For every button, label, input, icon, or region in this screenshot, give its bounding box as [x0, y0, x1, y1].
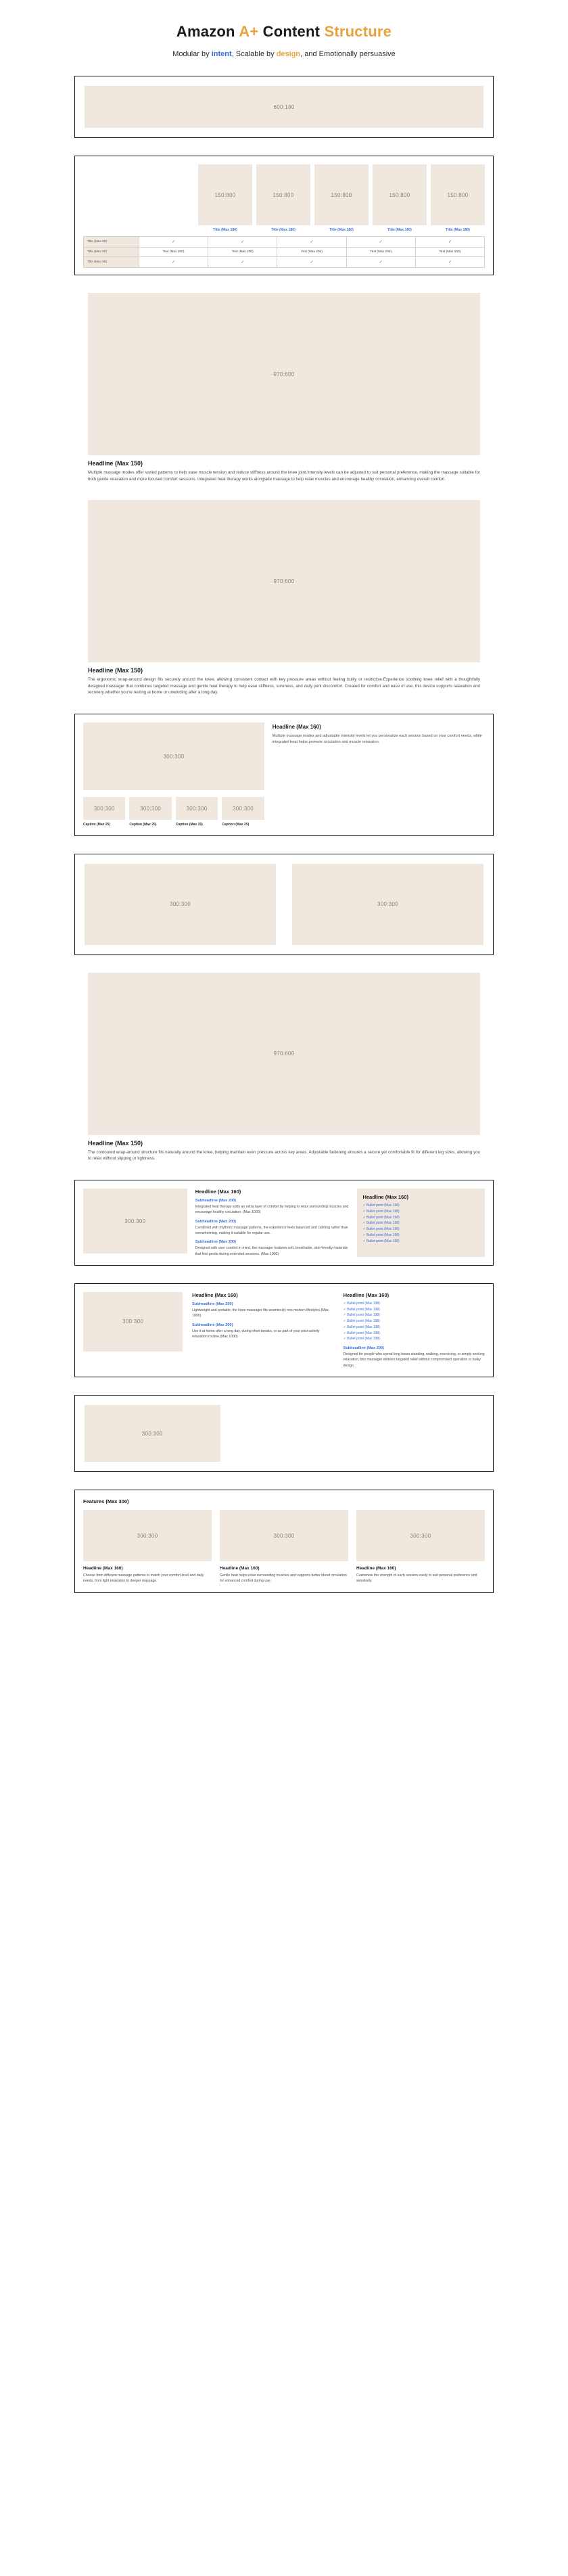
list-item: ✓ Bullet point (Max 198): [362, 1203, 479, 1209]
module-full-image-3-wrap: [0, 973, 568, 1162]
subtitle-part-2: , Scalable by: [231, 50, 277, 58]
thumbnail-caption: Caption (Max 25): [83, 823, 111, 827]
module-full-image-2: [88, 500, 480, 696]
cell: ✓: [208, 237, 277, 248]
comparison-card-image: 150:800: [431, 164, 485, 225]
caption-body: The ergonomic wrap-around design fits securely around the knee, allowing consistent contact with key pressure areas without feeling bulky or restrictive.Experience soothing knee relief with a thoughtfully designed massager that combines targeted massage and gentle heat therapy to help ease stiffness, soreness, and daily joint discomfort. Created for comfort and ease of use, this device supports relaxation and recovery whether you're resting at home or unwinding after a long day.: [88, 677, 480, 695]
module-text-bullets-1-wrap: [0, 1180, 568, 1266]
section-headline: Headline (Max 160): [192, 1291, 238, 1298]
full-image-frame: [88, 973, 480, 1135]
text-column: [273, 722, 485, 827]
module-image-placeholder: 300:300: [83, 1189, 187, 1254]
page-root: [0, 23, 568, 1620]
left-image-placeholder: 300:300: [85, 864, 276, 945]
main-image-placeholder: 300:300: [83, 722, 264, 790]
subheadline-2: Subheadline (Max 200): [192, 1322, 233, 1327]
comparison-card: [314, 164, 369, 232]
table-row: [84, 237, 485, 248]
module-comparison-chart-wrap: [0, 156, 568, 275]
comparison-card-label: Title (Max 180): [271, 228, 295, 232]
section-body: Multiple massage modes and adjustable intensity levels let you personalize each session based on your comfort needs, while integrated heat helps promote circulation and muscle relaxation.: [272, 734, 482, 744]
bullet-panel: [357, 1189, 485, 1257]
list-item: ✓ Bullet point (Max 198): [344, 1301, 485, 1307]
subtitle-intent: intent: [211, 50, 232, 58]
thumbnail-image: 300:300: [129, 797, 171, 820]
list-item: ✓ Bullet point (Max 198): [362, 1233, 479, 1239]
table-row: [84, 248, 485, 257]
module-full-image-2-wrap: [0, 500, 568, 696]
thumbnail-item: [129, 797, 171, 827]
cell: Text (Max 200): [208, 248, 277, 257]
cell: ✓: [346, 257, 415, 268]
subbody-1: Lightweight and portable, the knee massager fits seamlessly into modern lifestyles.(Max 1000): [192, 1308, 329, 1318]
title-structure: Structure: [324, 23, 392, 40]
page-subtitle: [0, 50, 568, 58]
feature-image: 300:300: [220, 1510, 348, 1561]
feature-cell: [83, 1510, 212, 1584]
module-comparison-chart: [74, 156, 494, 275]
module-hero-banner-wrap: [0, 76, 568, 138]
cell: ✓: [277, 237, 346, 248]
list-item: ✓ Bullet point (Max 198): [362, 1239, 479, 1245]
subbody-2: Combined with rhythmic massage patterns, the experience feels balanced and calming rather than overwhelming, making it suitable for regular use.: [195, 1225, 348, 1235]
right-image-column: [292, 864, 483, 945]
comparison-card-label: Title (Max 180): [446, 228, 470, 232]
right-subheadline: Subheadline (Max 200): [343, 1346, 384, 1351]
module-feature-grid: [74, 1490, 494, 1593]
list-item: ✓ Bullet point (Max 198): [344, 1307, 485, 1313]
right-subbody: Designed for people who spend long hours standing, walking, exercising, or simply seeking relaxation, this massager delivers targeted relief without compromised operation or bulky design.: [343, 1352, 485, 1368]
subbody-3: Designed with user comfort in mind, the massager features soft, breathable, skin-friendly materials that feel gentle during extended sessions. (Max 1000): [195, 1246, 348, 1256]
comparison-card-image: 150:800: [373, 164, 427, 225]
list-item: ✓ Bullet point (Max 198): [344, 1331, 485, 1337]
subtitle-part-1: Modular by: [172, 50, 212, 58]
caption-body: The contoured wrap-around structure fits naturally around the knee, helping maintain even pressure across key areas. Adjustable fastening ensures a secure yet comfortable fit for different leg sizes, allowing you to relax without slipping or tightness.: [88, 1149, 480, 1162]
feature-headline: Headline (Max 160): [356, 1566, 396, 1571]
feature-body: Customize the strength of each session easily to suit personal preference and sensitivity.: [356, 1573, 477, 1584]
feature-cell: [220, 1510, 348, 1584]
comparison-card-label: Title (Max 180): [387, 228, 412, 232]
comparison-card-image: 150:800: [198, 164, 252, 225]
module-text-bullets-2: [74, 1283, 494, 1377]
cell: Text (Max 200): [415, 248, 484, 257]
cell: Text (Max 200): [346, 248, 415, 257]
right-image-placeholder: 300:300: [292, 864, 483, 945]
thumbnail-item: [176, 797, 218, 827]
row-header: Title (Max 80): [84, 257, 139, 268]
caption-headline: Headline (Max 150): [88, 667, 143, 674]
subtitle-part-3: , and Emotionally persuasive: [300, 50, 396, 58]
row-header: Title (Max 80): [84, 237, 139, 248]
comparison-table: [83, 236, 485, 268]
feature-headline: Headline (Max 160): [220, 1566, 260, 1571]
full-image-placeholder: 970:600: [88, 293, 480, 455]
bullet-list: [344, 1301, 485, 1342]
cell: Text (Max 200): [277, 248, 346, 257]
list-item: ✓ Bullet point (Max 198): [362, 1215, 479, 1221]
feature-image: 300:300: [356, 1510, 485, 1561]
row-header: Title (Max 80): [84, 248, 139, 257]
title-plus-sign: +: [250, 23, 259, 40]
module-two-images: [74, 854, 494, 955]
thumbnail-caption: Caption (Max 25): [222, 823, 250, 827]
module-full-image-1-wrap: [0, 293, 568, 482]
table-row: [84, 257, 485, 268]
page-title: [0, 23, 568, 41]
comparison-card: [198, 164, 252, 232]
thumbnail-row: [83, 797, 264, 827]
caption-headline: Headline (Max 150): [88, 1139, 143, 1147]
middle-text-column: [192, 1292, 333, 1368]
feature-cell: [356, 1510, 485, 1584]
feature-grid-row: [83, 1510, 485, 1584]
comparison-card: [373, 164, 427, 232]
cell: ✓: [415, 257, 484, 268]
module-full-image-1: [88, 293, 480, 482]
cell: ✓: [346, 237, 415, 248]
single-image-placeholder: 300:300: [85, 1405, 220, 1462]
cell: ✓: [277, 257, 346, 268]
subheadline-1: Subheadline (Max 200): [192, 1302, 233, 1306]
feature-image: 300:300: [83, 1510, 212, 1561]
thumbnail-image: 300:300: [83, 797, 125, 820]
middle-text-column: [195, 1189, 350, 1257]
cell: ✓: [139, 257, 208, 268]
module-two-images-wrap: [0, 854, 568, 955]
thumbnail-caption: Caption (Max 25): [175, 823, 203, 827]
bullet-panel-headline: Headline (Max 160): [362, 1194, 408, 1201]
module-single-image: [74, 1395, 494, 1472]
thumbnail-item: [222, 797, 264, 827]
comparison-card: [431, 164, 485, 232]
list-item: ✓ Bullet point (Max 198): [344, 1325, 485, 1331]
title-part-2: Content: [258, 23, 325, 40]
caption-body: Multiple massage modes offer varied patterns to help ease muscle tension and reduce stiffness around the knee joint.Intensity levels can be adjusted to suit personal preference, making the massage suitable for both gentle relaxation and more focused comfort sessions. Integrated heat therapy works alongside massage to help relax muscles and encourage healthy circulation, enhancing overall comfort.: [88, 470, 480, 482]
cell: ✓: [208, 257, 277, 268]
thumbnail-image: 300:300: [222, 797, 264, 820]
module-feature-grid-wrap: [0, 1490, 568, 1593]
full-image-placeholder: 970:600: [88, 500, 480, 662]
module-text-bullets-1: [74, 1180, 494, 1266]
feature-headline: Headline (Max 160): [83, 1566, 123, 1571]
list-item: ✓ Bullet point (Max 198): [362, 1220, 479, 1226]
title-part-1: Amazon: [176, 23, 239, 40]
section-headline: Headline (Max 160): [272, 724, 321, 731]
subheadline-2: Subheadline (Max 200): [195, 1219, 237, 1224]
list-item: ✓ Bullet point (Max 198): [362, 1209, 479, 1215]
list-item: ✓ Bullet point (Max 198): [344, 1318, 485, 1325]
thumbnail-caption: Caption (Max 25): [129, 823, 157, 827]
full-image-frame: [88, 293, 480, 455]
section-headline: Headline (Max 160): [195, 1189, 241, 1195]
left-image-column: [85, 864, 276, 945]
caption-headline: Headline (Max 150): [88, 460, 143, 467]
module-text-bullets-2-wrap: [0, 1283, 568, 1377]
module-single-image-wrap: [0, 1395, 568, 1472]
feature-body: Gentle heat helps relax surrounding muscles and supports better blood circulation for enhanced comfort during use.: [220, 1573, 347, 1584]
list-item: ✓ Bullet point (Max 198): [344, 1312, 485, 1318]
comparison-card: [256, 164, 310, 232]
comparison-card-label: Title (Max 180): [329, 228, 354, 232]
subbody-1: Integrated heat therapy adds an extra layer of comfort by helping to relax surrounding muscles and encourage healthy circulation. (Max 1000): [195, 1205, 349, 1215]
cell: Text (Max 200): [139, 248, 208, 257]
comparison-card-label: Title (Max 180): [213, 228, 237, 232]
comparison-card-row: [83, 164, 485, 232]
module-hero-banner: [74, 76, 494, 138]
right-text-column: [344, 1292, 485, 1368]
title-letter-a: A: [239, 23, 250, 40]
subtitle-design: design: [276, 50, 301, 58]
thumbnail-image: 300:300: [176, 797, 218, 820]
bullet-list: [362, 1203, 479, 1244]
subheadline-1: Subheadline (Max 200): [195, 1199, 237, 1203]
full-image-frame: [88, 500, 480, 662]
comparison-card-image: 150:800: [314, 164, 369, 225]
hero-image-placeholder: 600:180: [85, 86, 483, 128]
feature-grid-headline: Features (Max 300): [83, 1498, 129, 1505]
cell: ✓: [139, 237, 208, 248]
full-image-placeholder: 970:600: [88, 973, 480, 1135]
image-column: [83, 1292, 183, 1368]
module-image-text-thumbs-wrap: [0, 714, 568, 836]
comparison-card-image: 150:800: [256, 164, 310, 225]
module-full-image-3: [88, 973, 480, 1162]
module-image-placeholder: 300:300: [83, 1292, 183, 1352]
thumbs-column: [83, 722, 264, 827]
list-item: ✓ Bullet point (Max 198): [362, 1226, 479, 1233]
cell: ✓: [415, 237, 484, 248]
module-image-text-thumbs: [74, 714, 494, 836]
subbody-2: Use it at home after a long day, during short breaks, or as part of your post-activity relaxation routine.(Max 1000): [192, 1329, 320, 1339]
image-column: [83, 1189, 187, 1257]
list-item: ✓ Bullet point (Max 198): [344, 1336, 485, 1342]
subheadline-3: Subheadline (Max 200): [195, 1240, 237, 1245]
feature-body: Choose from different massage patterns to match your comfort level and daily needs, from light relaxation to deeper massage.: [83, 1573, 204, 1584]
thumbnail-item: [83, 797, 125, 827]
right-headline: Headline (Max 160): [343, 1291, 389, 1298]
